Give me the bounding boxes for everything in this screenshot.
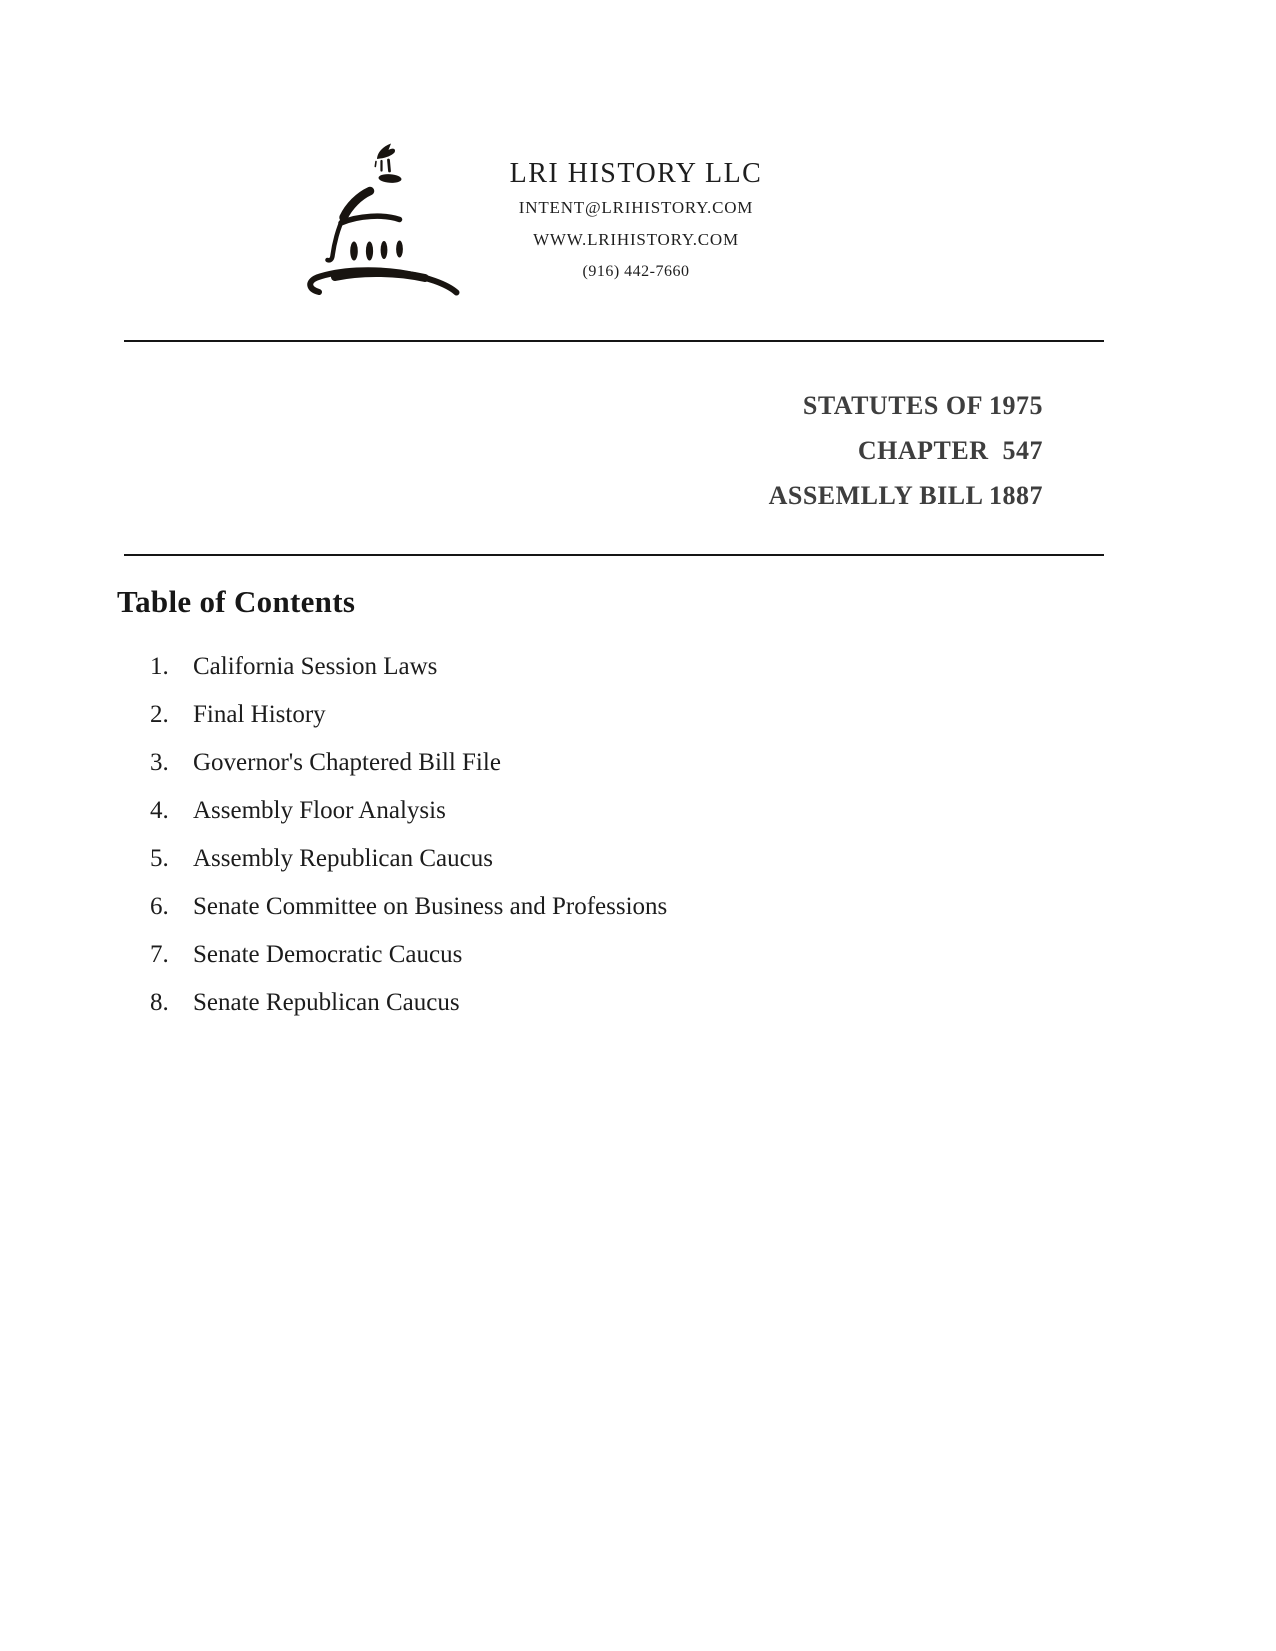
logo-tick-2 <box>389 160 390 171</box>
logo-column-3 <box>381 241 388 259</box>
company-header <box>455 156 817 287</box>
company-phone: (916) 442-7660 <box>582 263 690 280</box>
logo-tick-apostrophe <box>375 162 376 167</box>
toc-row <box>150 988 667 1036</box>
toc-row <box>150 700 667 748</box>
statutes-year-line: STATUTES OF 1975 <box>802 391 1043 420</box>
assembly-bill-line: ASSEMLLY BILL 1887 <box>768 481 1043 510</box>
statute-reference-block <box>769 383 1043 518</box>
company-website: WWW.LRIHISTORY.COM <box>533 230 739 249</box>
toc-row <box>150 652 667 700</box>
toc-item-number: 2. <box>150 701 169 728</box>
chapter-line: CHAPTER 547 <box>857 436 1043 465</box>
toc-row <box>150 748 667 796</box>
toc-title: Table of Contents <box>117 584 356 619</box>
toc-item-number: 4. <box>150 797 169 824</box>
toc-item-number: 5. <box>150 845 169 872</box>
logo-lantern <box>378 173 402 183</box>
toc-item-label: Final History <box>193 701 326 728</box>
toc-item-label: Assembly Republican Caucus <box>193 845 493 872</box>
toc-row <box>150 844 667 892</box>
toc-row <box>150 796 667 844</box>
logo-flag <box>377 144 395 160</box>
toc-row <box>150 892 667 940</box>
toc-item-number: 1. <box>150 653 169 680</box>
toc-item-number: 8. <box>150 989 169 1016</box>
divider-bottom <box>124 554 1104 556</box>
toc-item-label: Governor's Chaptered Bill File <box>193 749 501 776</box>
logo-column-4 <box>396 241 403 258</box>
toc-item-label: Senate Republican Caucus <box>193 989 460 1016</box>
toc-row <box>150 940 667 988</box>
toc-item-label: Senate Democratic Caucus <box>193 941 463 968</box>
toc-item-label: California Session Laws <box>193 653 438 680</box>
logo-dome-curve <box>344 191 371 218</box>
logo-base-swoosh-thick <box>335 273 425 278</box>
company-email: INTENT@LRIHISTORY.COM <box>518 198 754 217</box>
logo-dome-base <box>341 216 400 223</box>
toc-list <box>150 652 667 1036</box>
toc-item-number: 3. <box>150 749 169 776</box>
capitol-dome-logo-icon <box>298 122 466 300</box>
toc-item-number: 7. <box>150 941 169 968</box>
toc-item-label: Senate Committee on Business and Professions <box>193 893 668 920</box>
logo-column-2 <box>366 242 373 261</box>
logo-column-1 <box>350 242 358 261</box>
company-name: LRI HISTORY LLC <box>509 158 763 189</box>
toc-item-label: Assembly Floor Analysis <box>193 797 446 824</box>
toc-item-number: 6. <box>150 893 169 920</box>
divider-top <box>124 340 1104 342</box>
